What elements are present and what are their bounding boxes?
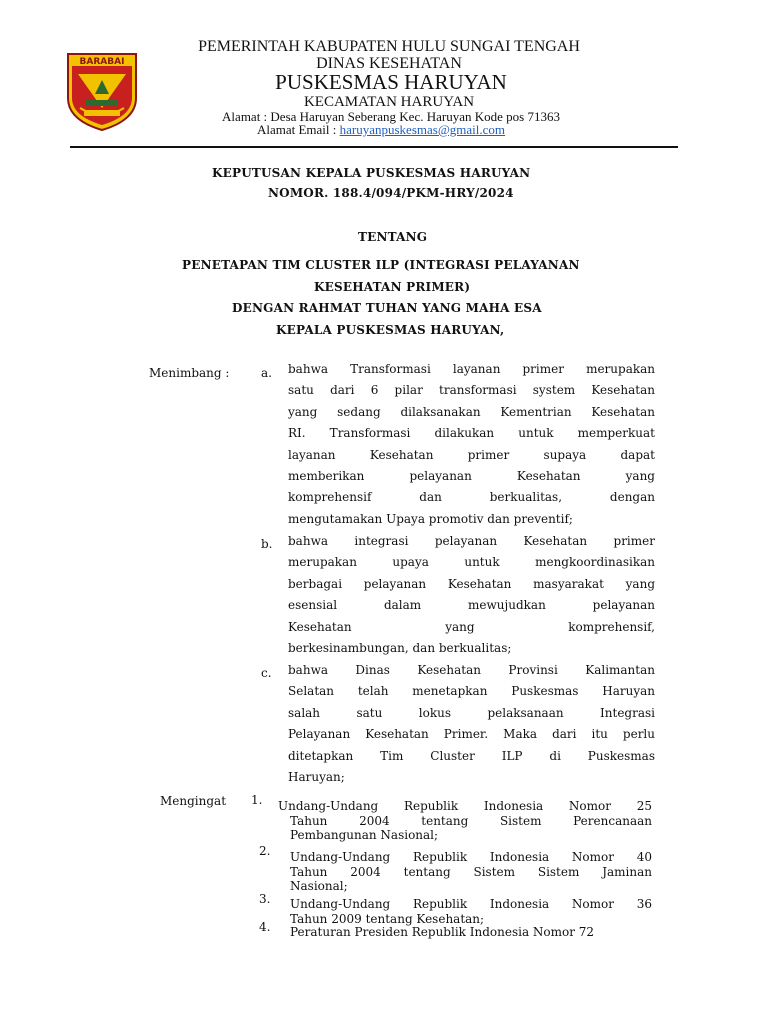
text-line: Tahun 2004 tentang Sistem Perencanaan [290,813,652,828]
text-line: Undang-Undang Republik Indonesia Nomor 25 [278,799,652,813]
blessing-line: DENGAN RAHMAT TUHAN YANG MAHA ESA [232,301,542,315]
subject-line-2: KESEHATAN PRIMER) [314,280,471,294]
header-divider [70,146,678,148]
text-line: memberikan pelayanan Kesehatan yang [288,468,655,483]
mengingat-item-2 [290,850,652,894]
text-line: bahwa integrasi pelayanan Kesehatan primer [288,534,655,548]
header-puskesmas: PUSKESMAS HARUYAN [275,70,507,94]
menimbang-letter-a: a. [261,366,272,380]
text-line: Pelayanan Kesehatan Primer. Maka dari itu perlu [288,727,655,742]
about-heading: TENTANG [358,230,428,244]
mengingat-item-3 [290,897,652,926]
menimbang-item-c [288,660,655,788]
mengingat-num-2: 2. [259,844,271,858]
text-line: merupakan upaya untuk mengkoordinasikan [288,555,655,570]
menimbang-label: Menimbang : [149,366,230,380]
logo-lettering: BARABAI [79,57,125,67]
menimbang-item-b [288,531,655,659]
menimbang-letter-b: b. [261,537,273,551]
head-line: KEPALA PUSKESMAS HARUYAN, [276,323,505,337]
text-line: Tahun 2004 tentang Sistem Sistem Jaminan [290,864,652,879]
mengingat-item-4 [290,925,652,940]
text-line: Selatan telah menetapkan Puskesmas Haruyan [288,684,655,699]
text-line: esensial dalam mewujudkan pelayanan [288,598,655,613]
menimbang-letter-c: c. [261,666,272,680]
mengingat-num-3: 3. [259,892,271,906]
header-government: PEMERINTAH KABUPATEN HULU SUNGAI TENGAH [198,38,580,55]
mengingat-num-4: 4. [259,920,271,934]
text-line: berkesinambungan, dan berkualitas; [288,640,512,655]
text-line: Undang-Undang Republik Indonesia Nomor 36 [290,897,652,911]
text-line: Haruyan; [288,769,345,784]
text-line: Nasional; [290,879,348,893]
text-line: Pembangunan Nasional; [290,828,439,842]
header-agency: DINAS KESEHATAN [316,55,462,72]
email-label: Alamat Email : [256,122,340,137]
email-link[interactable]: haruyanpuskesmas@gmail.com [339,122,506,137]
subject-line-1: PENETAPAN TIM CLUSTER ILP (INTEGRASI PELAYANAN [182,258,580,272]
text-line: berbagai pelayanan Kesehatan masyarakat yang [288,576,655,591]
text-line: komprehensif dan berkualitas, dengan [288,490,655,505]
text-line: layanan Kesehatan primer supaya dapat [288,447,655,462]
text-line: RI. Transformasi dilakukan untuk memperkuat [288,426,655,441]
text-line: yang sedang dilaksanakan Kementrian Kesehatan [288,404,655,419]
text-line: bahwa Dinas Kesehatan Provinsi Kalimantan [288,663,655,677]
text-line: ditetapkan Tim Cluster ILP di Puskesmas [288,748,655,763]
text-line: satu dari 6 pilar transformasi system Kesehatan [288,383,655,398]
mengingat-label: Mengingat [160,794,227,808]
text-line: Tahun 2009 tentang Kesehatan; [290,911,485,926]
menimbang-item-a [288,359,655,530]
header-email-line [0,122,765,138]
mengingat-item-1 [278,799,652,843]
header-address: Alamat : Desa Haruyan Seberang Kec. Haruyan Kode pos 71363 [222,109,560,124]
text-line: mengutamakan Upaya promotiv dan preventif; [288,511,573,526]
text-line: Peraturan Presiden Republik Indonesia Nomor 72 [290,925,595,939]
header-district: KECAMATAN HARUYAN [303,94,475,110]
text-line: Kesehatan yang komprehensif, [288,619,655,634]
mengingat-num-1: 1. [251,793,263,807]
text-line: bahwa Transformasi layanan primer merupakan [288,362,655,376]
text-line: salah satu lokus pelaksanaan Integrasi [288,705,655,720]
decree-number: NOMOR. 188.4/094/PKM-HRY/2024 [268,186,514,200]
decree-title: KEPUTUSAN KEPALA PUSKESMAS HARUYAN [212,166,531,180]
text-line: Undang-Undang Republik Indonesia Nomor 40 [290,850,652,864]
